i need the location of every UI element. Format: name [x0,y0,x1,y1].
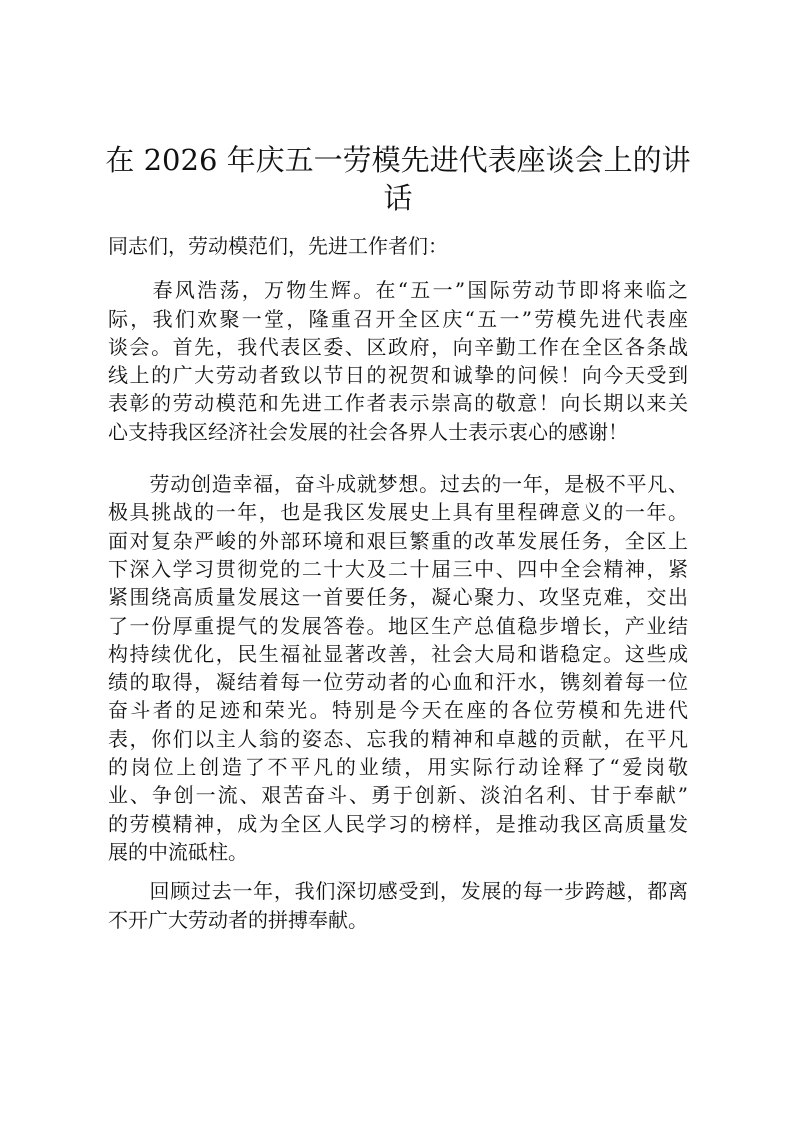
salutation [108,232,688,260]
paragraph-line: 际，我们欢聚一堂，隆重召开全区庆“五一”劳模先进代表座 [108,306,688,331]
title-line: 话 [383,181,413,215]
paragraph-line: 的岗位上创造了不平凡的业绩，用实际行动诠释了“爱岗敬 [108,755,688,780]
paragraph-line: 面对复杂严峻的外部环境和艰巨繁重的改革发展任务，全区上 [108,528,688,553]
title-line: 在 2026 年庆五一劳模先进代表座谈会上的讲 [105,143,691,177]
paragraph-line: 回顾过去一年，我们深切感受到，发展的每一步跨越，都离 [108,879,688,904]
paragraph-line: 心支持我区经济社会发展的社会各界人士表示衷心的感谢！ [108,419,628,444]
paragraph [108,877,688,934]
paragraph-line: 的劳模精神，成为全区人民学习的榜样，是推动我区高质量发 [108,811,688,836]
paragraph-line: 业、争创一流、艰苦奋斗、勇于创新、淡泊名利、甘于奉献” [108,783,688,808]
paragraph-line: 表，你们以主人翁的姿态、忘我的精神和卓越的贡献，在平凡 [108,726,688,751]
paragraph-line: 构持续优化，民生福祉显著改善，社会大局和谐稳定。这些成 [108,641,688,666]
paragraph-line: 春风浩荡，万物生辉。在“五一”国际劳动节即将来临之 [108,278,688,303]
salutation-text: 同志们，劳动模范们，先进工作者们： [108,234,448,258]
paragraph-line: 不开广大劳动者的拼搏奉献。 [108,907,368,932]
paragraph [108,470,688,866]
paragraph-line: 紧围绕高质量发展这一首要任务，凝心聚力、攻坚克难，交出 [108,585,688,610]
paragraph-line: 谈会。首先，我代表区委、区政府，向辛勤工作在全区各条战 [108,334,688,359]
paragraph-line: 表彰的劳动模范和先进工作者表示崇高的敬意！向长期以来关 [108,391,688,416]
paragraph-line: 线上的广大劳动者致以节日的祝贺和诚挚的问候！向今天受到 [108,363,688,388]
document-title [48,141,748,217]
paragraph-line: 下深入学习贯彻党的二十大及二十届三中、四中全会精神，紧 [108,556,688,581]
paragraph-line: 劳动创造幸福，奋斗成就梦想。过去的一年，是极不平凡、 [108,472,688,497]
paragraph-line: 绩的取得，凝结着每一位劳动者的心血和汗水，镌刻着每一位 [108,670,688,695]
paragraph-line: 了一份厚重提气的发展答卷。地区生产总值稳步增长，产业结 [108,613,688,638]
paragraph-line: 奋斗者的足迹和荣光。特别是今天在座的各位劳模和先进代 [108,698,688,723]
paragraph-line: 极具挑战的一年，也是我区发展史上具有里程碑意义的一年。 [108,500,688,525]
paragraph-line: 展的中流砥柱。 [108,839,248,864]
paragraph [108,276,688,446]
